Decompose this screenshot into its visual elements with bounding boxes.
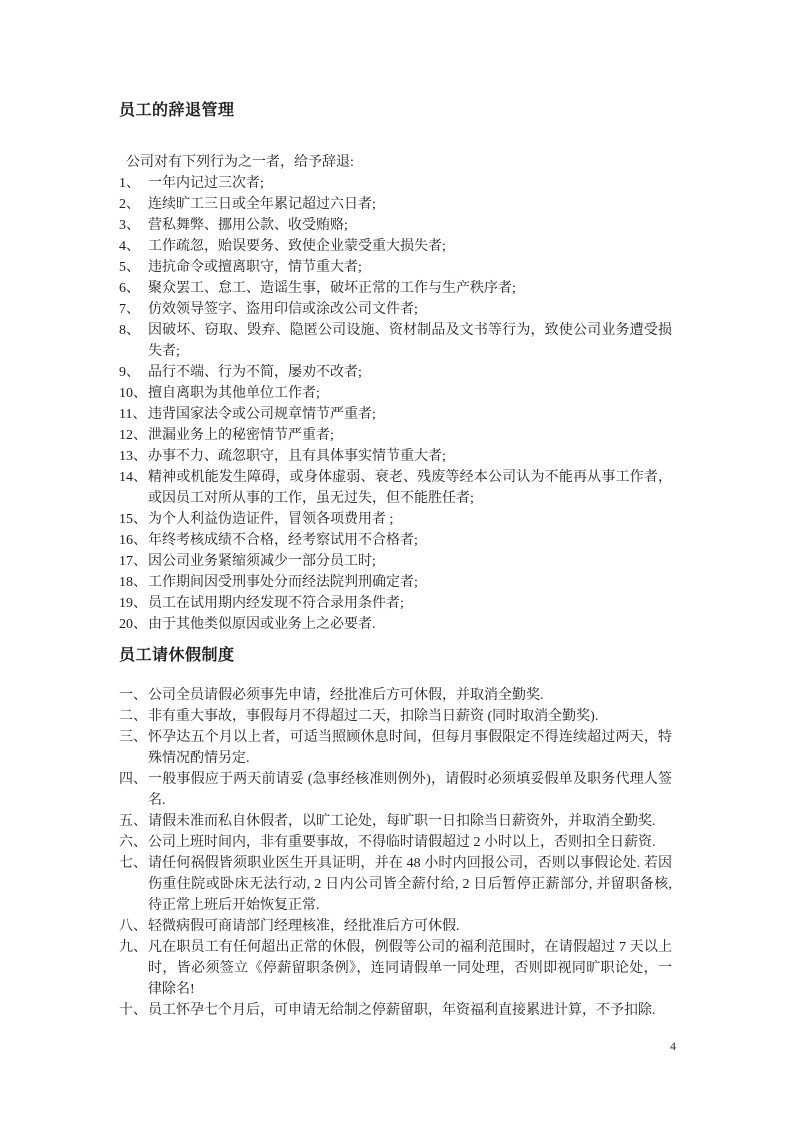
item-text: 由于其他类似原因或业务上之必要者. (148, 617, 376, 632)
item-text: 一般事假应于两天前请妥 (急事经核准则例外)，请假时必须填妥假单及职务代理人签名. (148, 772, 672, 808)
list-item (119, 1000, 672, 1021)
item-text: 一年内记过三次者; (148, 176, 264, 191)
list-item (119, 572, 672, 593)
item-number: 17、 (119, 554, 147, 569)
item-text: 轻微病假可商请部门经理核准，经批准后方可休假. (148, 919, 460, 934)
item-number: 九、 (119, 940, 147, 955)
item-number: 11、 (119, 407, 147, 422)
item-text: 怀孕达五个月以上者，可适当照顾休息时间，但每月事假限定不得连续超过两天，特殊情况酌情另定. (148, 730, 672, 766)
list-item (119, 215, 672, 236)
item-text: 工作疏忽，贻误要务、致使企业蒙受重大损失者; (148, 239, 446, 254)
item-text: 因破坏、窃取、毁弃、隐匿公司设施、资材制品及文书等行为，致使公司业务遭受损失者; (148, 323, 672, 359)
list-item (119, 706, 672, 727)
item-number: 14、 (119, 470, 147, 485)
item-number: 四、 (119, 772, 147, 787)
list-item (119, 236, 672, 257)
list-item (119, 320, 672, 362)
list-item (119, 446, 672, 467)
item-text: 公司上班时间内，非有重要事故，不得临时请假超过 2 小时以上，否则扣全日薪资. (148, 835, 656, 850)
item-text: 泄漏业务上的秘密情节严重者; (148, 428, 334, 443)
list-item (119, 832, 672, 853)
list-item (119, 853, 672, 916)
section1-heading: 员工的辞退管理 (119, 102, 235, 119)
item-number: 20、 (119, 617, 147, 632)
list-item (119, 593, 672, 614)
item-number: 3、 (119, 218, 140, 233)
item-text: 聚众罢工、怠工、造谣生事，破坏正常的工作与生产秩序者; (148, 281, 516, 296)
list-item (119, 362, 672, 383)
item-number: 五、 (119, 814, 147, 829)
list-item (119, 685, 672, 706)
item-text: 请假未准而私自休假者，以旷工论处，每旷职一日扣除当日薪资外，并取消全勤奖. (148, 814, 656, 829)
list-item (119, 530, 672, 551)
list-item (119, 425, 672, 446)
item-text: 为个人利益伪造证件，冒领各项费用者 ; (148, 512, 394, 527)
item-text: 凡在职员工有任何超出正常的休假，例假等公司的福利范围时，在请假超过 7 天以上时，皆必须签立《停薪留职条例》，连同请假单一同处理，否则即视同旷职论处，一律除名! (148, 940, 672, 997)
list-item (119, 769, 672, 811)
item-text: 违抗命令或擅离职守，情节重大者; (148, 260, 362, 275)
item-text: 营私舞弊、挪用公款、收受贿赂; (148, 218, 348, 233)
list-item (119, 467, 672, 509)
item-text: 办事不力、疏忽职守，且有具体事实情节重大者; (148, 449, 446, 464)
item-text: 公司全员请假必须事先申请，经批准后方可休假，并取消全勤奖. (148, 688, 544, 703)
item-number: 2、 (119, 197, 140, 212)
item-number: 二、 (119, 709, 147, 724)
item-number: 15、 (119, 512, 147, 527)
item-number: 4、 (119, 239, 140, 254)
list-item (119, 916, 672, 937)
list-item (119, 551, 672, 572)
item-number: 7、 (119, 302, 140, 317)
item-number: 一、 (119, 688, 147, 703)
item-number: 10、 (119, 386, 147, 401)
page-number: 4 (670, 1039, 676, 1053)
item-number: 8、 (119, 323, 140, 338)
section1-intro: 公司对有下列行为之一者，给予辞退: (126, 155, 354, 170)
item-text: 擅自离职为其他单位工作者; (148, 386, 320, 401)
dismissal-list (119, 173, 672, 635)
section2-heading: 员工请休假制度 (119, 647, 235, 664)
item-number: 六、 (119, 835, 147, 850)
item-number: 6、 (119, 281, 140, 296)
item-text: 年终考核成绩不合格，经考察试用不合格者; (148, 533, 418, 548)
item-text: 品行不端、行为不简，屡劝不改者; (148, 365, 362, 380)
item-text: 因公司业务紧缩须减少一部分员工时; (148, 554, 376, 569)
item-number: 十、 (119, 1003, 147, 1018)
list-item (119, 383, 672, 404)
item-number: 9、 (119, 365, 140, 380)
item-number: 16、 (119, 533, 147, 548)
list-item (119, 509, 672, 530)
item-text: 精神或机能发生障碍，或身体虚弱、衰老、残废等经本公司认为不能再从事工作者，或因员工对所从事的工作，虽无过失，但不能胜任者; (148, 470, 672, 506)
item-text: 请任何祸假皆须职业医生开具证明，并在 48 小时内回报公司，否则以事假论处. 若因伤重住院或卧床无法行动, 2 日内公司皆全薪付给, 2 日后暂停正薪部分, 并留职备核, 待正常上班后开始恢复正常. (148, 856, 672, 913)
list-item (119, 404, 672, 425)
item-number: 七、 (119, 856, 147, 871)
item-number: 八、 (119, 919, 147, 934)
list-item (119, 727, 672, 769)
item-text: 员工在试用期内经发现不符合录用条件者; (148, 596, 404, 611)
item-number: 5、 (119, 260, 140, 275)
item-text: 违背国家法令或公司规章情节严重者; (148, 407, 376, 422)
list-item (119, 811, 672, 832)
list-item (119, 173, 672, 194)
item-text: 连续旷工三日或全年累记超过六日者; (148, 197, 376, 212)
item-number: 19、 (119, 596, 147, 611)
item-number: 18、 (119, 575, 147, 590)
list-item (119, 257, 672, 278)
item-text: 非有重大事故，事假每月不得超过二天，扣除当日薪资 (同时取消全勤奖). (148, 709, 599, 724)
item-number: 三、 (119, 730, 147, 745)
list-item (119, 299, 672, 320)
leave-rules-list (119, 685, 672, 1021)
item-number: 13、 (119, 449, 147, 464)
item-text: 员工怀孕七个月后，可申请无给制之停薪留职，年资福利直接累进计算，不予扣除. (148, 1003, 656, 1018)
item-number: 1、 (119, 176, 140, 191)
list-item (119, 937, 672, 1000)
item-text: 仿效领导签字、盗用印信或涂改公司文件者; (148, 302, 418, 317)
list-item (119, 614, 672, 635)
list-item (119, 194, 672, 215)
item-text: 工作期间因受刑事处分而经法院判刑确定者; (148, 575, 418, 590)
item-number: 12、 (119, 428, 147, 443)
list-item (119, 278, 672, 299)
